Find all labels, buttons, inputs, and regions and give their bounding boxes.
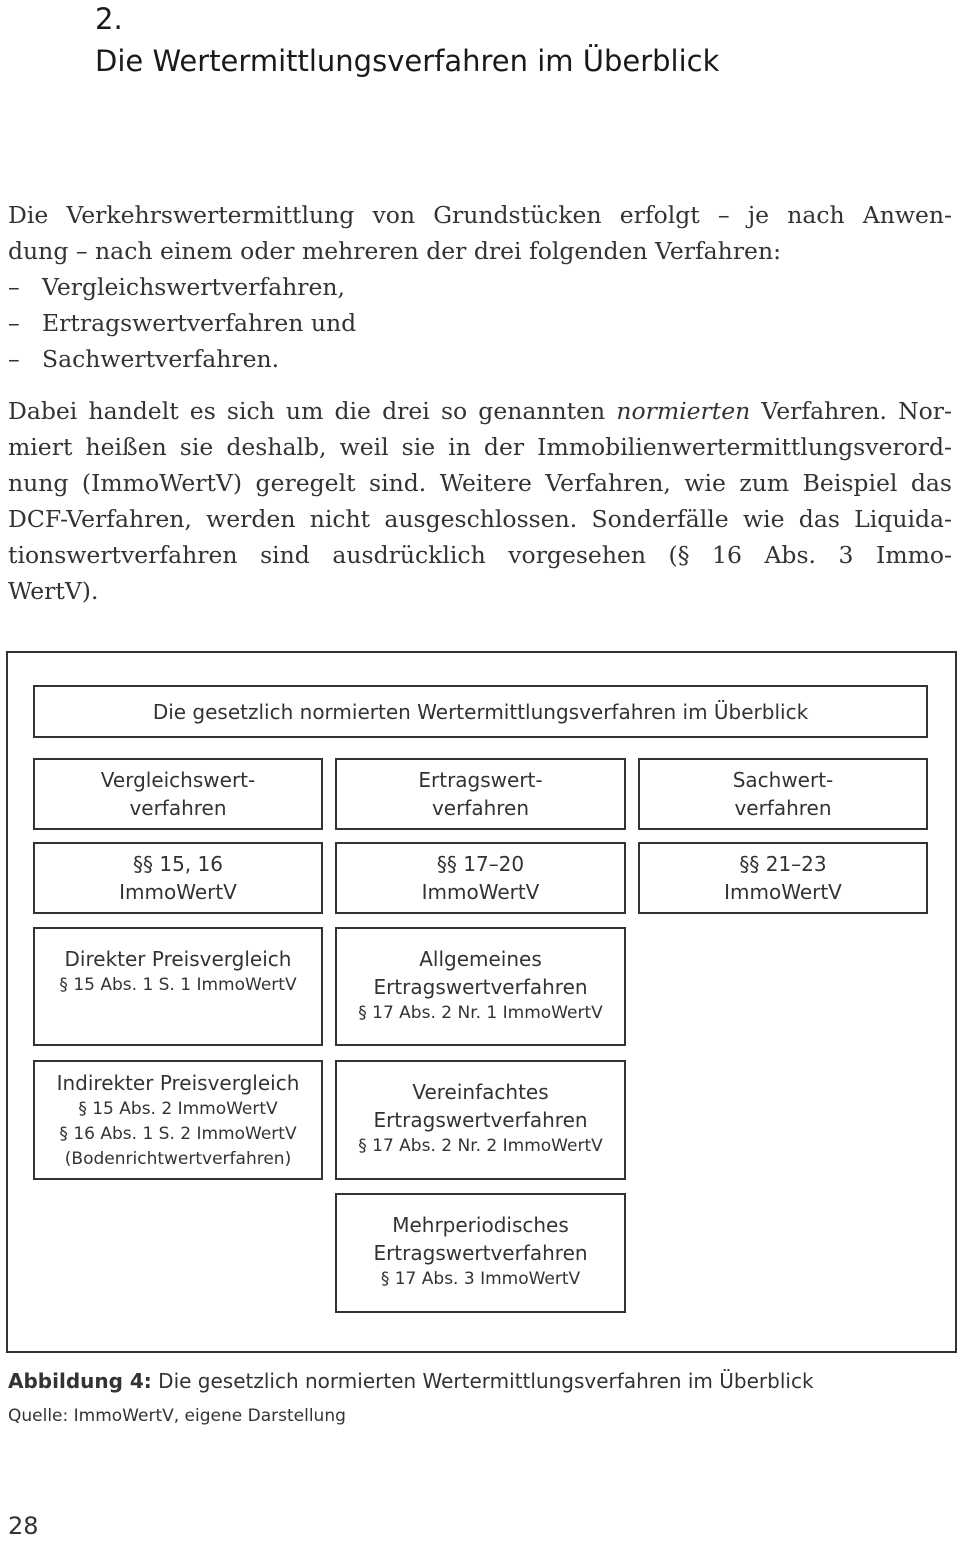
figure-title-box: Die gesetzlich normierten Wertermittlungsverfahren im Überblick [33,685,928,738]
bullet-item: – Vergleichswertverfahren, [8,269,952,305]
chapter-title: Die Wertermittlungsverfahren im Überblick [95,44,720,78]
body-line: Dabei handelt es sich um die drei so genannten normierten Verfahren. Nor- [8,397,952,425]
body-line: DCF-Verfahren, werden nicht ausgeschlossen. Sonderfälle wie das Liquida- [8,505,952,533]
method-box-mehrperiodisches: Mehrperiodisches Ertragswertverfahren § 17 Abs. 3 ImmoWertV [335,1193,626,1313]
law-box-vergleich: §§ 15, 16 ImmoWertV [33,842,323,914]
dash: – [8,273,20,301]
body-line: nung (ImmoWertV) geregelt sind. Weitere Verfahren, wie zum Beispiel das [8,469,952,497]
dash: – [8,309,20,337]
chapter-number: 2. [95,2,123,36]
dash: – [8,345,20,373]
body-line: Die Verkehrswertermittlung von Grundstücken erfolgt – je nach Anwen- [8,201,952,229]
law-box-ertrag: §§ 17–20 ImmoWertV [335,842,626,914]
law-box-sachwert: §§ 21–23 ImmoWertV [638,842,928,914]
column-header-vergleich: Vergleichswert- verfahren [33,758,323,830]
figure-caption: Abbildung 4: Die gesetzlich normierten Wertermittlungsverfahren im Überblick [8,1369,814,1393]
emphasis: normierten [616,397,751,425]
method-box-direkter-preisvergleich: Direkter Preisvergleich § 15 Abs. 1 S. 1 ImmoWertV [33,927,323,1046]
method-box-indirekter-preisvergleich: Indirekter Preisvergleich § 15 Abs. 2 ImmoWertV § 16 Abs. 1 S. 2 ImmoWertV (Bodenrichtwertverfahren) [33,1060,323,1180]
body-line: tionswertverfahren sind ausdrücklich vorgesehen (§ 16 Abs. 3 Immo- [8,541,952,569]
bullet-item: – Sachwertverfahren. [8,341,952,377]
body-line: dung – nach einem oder mehreren der drei folgenden Verfahren: [8,237,782,265]
body-line: miert heißen sie deshalb, weil sie in der Immobilienwertermittlungsverord- [8,433,952,461]
column-header-ertrag: Ertragswert- verfahren [335,758,626,830]
body-line: WertV). [8,577,99,605]
bullet-item: – Ertragswertverfahren und [8,305,952,341]
method-box-allgemeines: Allgemeines Ertragswertverfahren § 17 Abs. 2 Nr. 1 ImmoWertV [335,927,626,1046]
method-box-vereinfachtes: Vereinfachtes Ertragswertverfahren § 17 Abs. 2 Nr. 2 ImmoWertV [335,1060,626,1180]
page-number: 28 [8,1512,39,1540]
column-header-sachwert: Sachwert- verfahren [638,758,928,830]
figure-source: Quelle: ImmoWertV, eigene Darstellung [8,1406,346,1426]
